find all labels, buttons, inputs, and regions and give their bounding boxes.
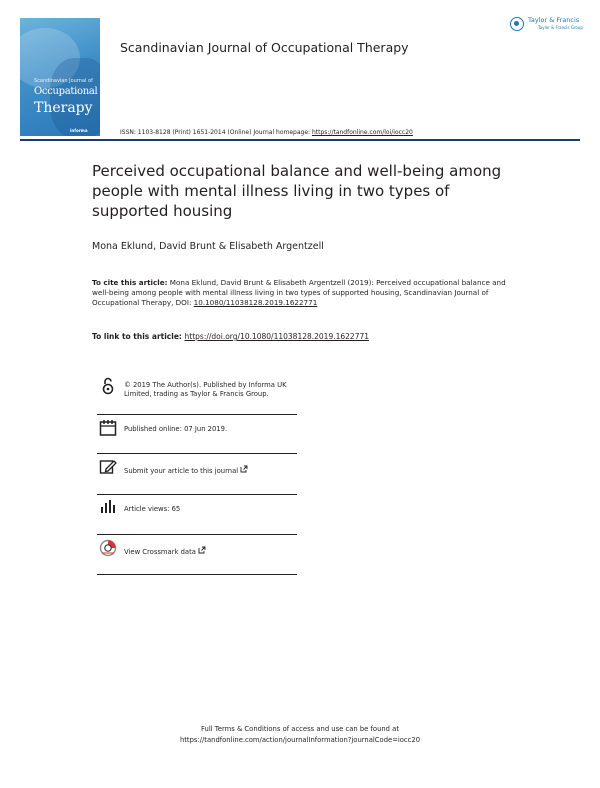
open-access-icon <box>99 377 117 395</box>
doi-link[interactable]: 10.1080/11038128.2019.1622771 <box>193 298 318 307</box>
issn-line <box>120 129 413 136</box>
footer-line1: Full Terms & Conditions of access and use can be found at <box>201 725 399 733</box>
calendar-icon <box>99 419 117 437</box>
footer <box>0 724 600 746</box>
edit-icon <box>99 458 117 476</box>
published-date: Published online: 07 Jun 2019. <box>124 425 228 433</box>
article-authors: Mona Eklund, David Brunt & Elisabeth Argentzell <box>92 241 324 252</box>
cover-word-therapy: Therapy <box>34 100 93 116</box>
journal-title: Scandinavian Journal of Occupational Therapy <box>120 40 409 55</box>
citation-block <box>92 278 512 308</box>
article-link-line <box>92 332 369 341</box>
publisher-logo <box>510 16 582 38</box>
external-link-icon <box>198 546 206 554</box>
article-title: Perceived occupational balance and well-being among people with mental illness living in two types of supported housing <box>92 162 502 220</box>
article-views: Article views: 65 <box>124 505 181 513</box>
external-link-icon <box>240 465 248 473</box>
crossmark-text: View Crossmark data <box>124 548 196 556</box>
journal-cover <box>20 18 100 136</box>
cover-top-text: Scandinavian Journal of <box>34 78 93 84</box>
journal-homepage-link[interactable]: https://tandfonline.com/loi/iocc20 <box>311 129 413 136</box>
cover-word-occupational: Occupational <box>34 86 98 97</box>
bar-chart-icon <box>99 498 117 516</box>
article-doi-url[interactable]: https://doi.org/10.1080/11038128.2019.1622771 <box>184 332 370 341</box>
cite-text: Mona Eklund, David Brunt & Elisabeth Argentzell (2019): Perceived occupational balance and well-being among people with mental illness living in two types of supported housing, Scandinavian Journal of Occupational Therapy, DOI: <box>92 278 506 307</box>
publisher-logo-line2: Taylor & Francis Group <box>538 25 583 30</box>
footer-terms-url[interactable]: https://tandfonline.com/action/journalInformation?journalCode=iocc20 <box>179 736 421 744</box>
issn-text: ISSN: 1103-8128 (Print) 1651-2014 (Online) Journal homepage: <box>120 129 312 136</box>
publisher-logo-icon <box>510 17 524 31</box>
submit-text: Submit your article to this journal <box>124 467 239 475</box>
submit-link[interactable] <box>124 465 299 476</box>
crossmark-icon <box>99 539 117 557</box>
cover-brand: informa <box>70 128 88 133</box>
header-divider <box>20 139 580 141</box>
link-label: To link to this article: <box>92 332 185 341</box>
crossmark-link[interactable] <box>124 546 299 557</box>
license-text: © 2019 The Author(s). Published by Informa UK Limited, trading as Taylor & Francis Group. <box>124 381 287 398</box>
publisher-logo-line1: Taylor & Francis <box>528 16 580 24</box>
cite-label: To cite this article: <box>92 278 168 287</box>
